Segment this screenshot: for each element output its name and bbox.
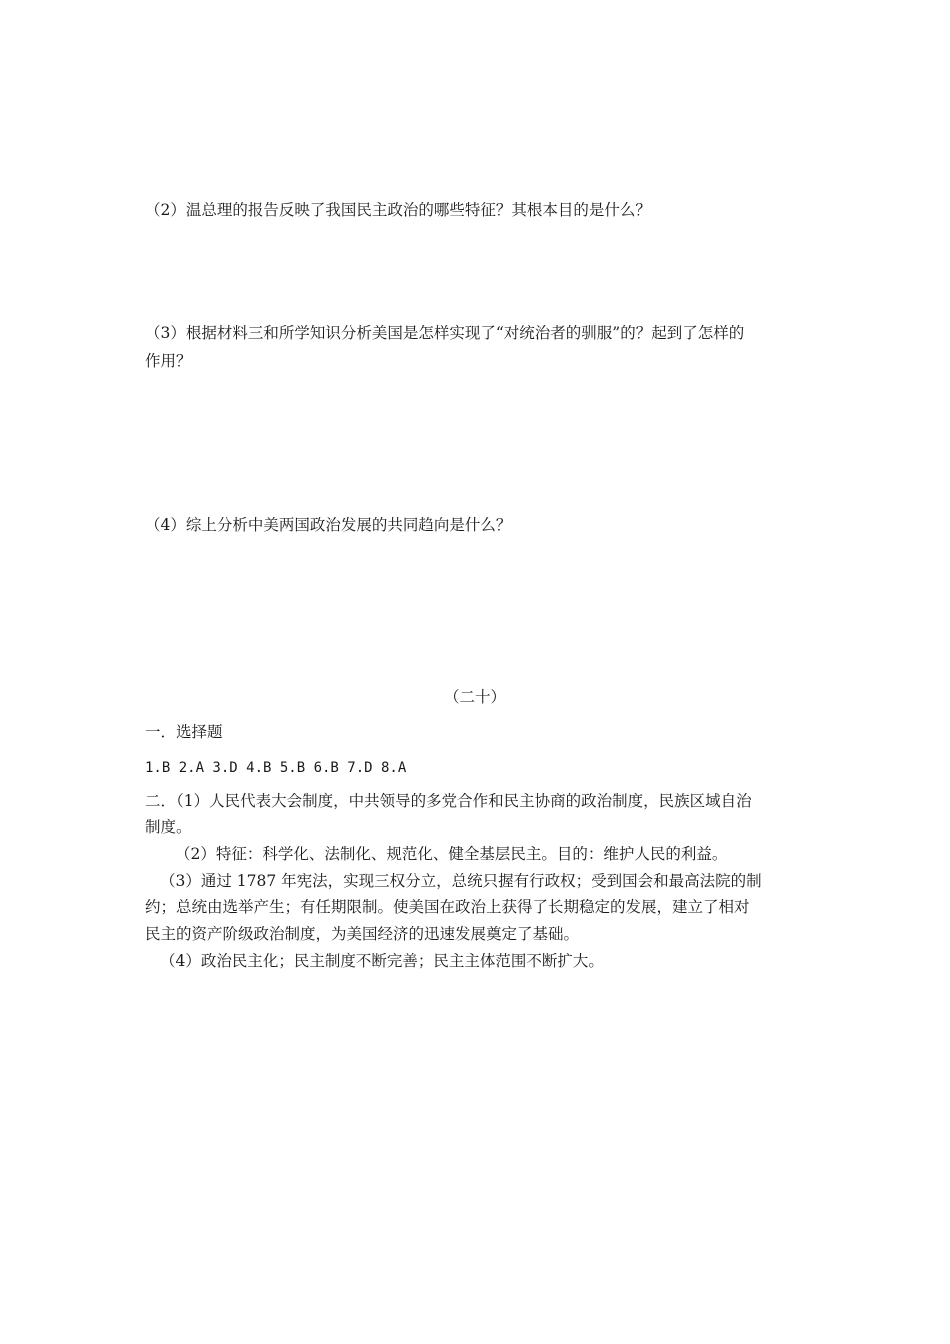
part-2-line-2: 制度。 [145, 818, 192, 836]
part-2-line-1: 二．（1）人民代表大会制度，中共领导的多党合作和民主协商的政治制度，民族区域自治 [145, 792, 752, 810]
question-4: （4）综上分析中美两国政治发展的共同趋向是什么？ [145, 516, 512, 534]
answer-3-line-1: （3）通过 1787 年宪法，实现三权分立，总统只握有行政权；受到国会和最高法院的制 [160, 872, 762, 890]
answer-4: （4）政治民主化；民主制度不断完善；民主主体范围不断扩大。 [160, 952, 604, 970]
answer-3-line-3: 民主的资产阶级政治制度，为美国经济的迅速发展奠定了基础。 [145, 925, 580, 943]
answer-2: （2）特征：科学化、法制化、规范化、健全基层民主。目的：维护人民的利益。 [175, 845, 728, 863]
part-1-heading: 一．选择题 [145, 723, 223, 741]
answer-3-line-2: 约；总统由选举产生；有任期限制。使美国在政治上获得了长期稳定的发展，建立了相对 [145, 898, 750, 916]
multiple-choice-answers: 1.B 2.A 3.D 4.B 5.B 6.B 7.D 8.A [145, 760, 407, 776]
section-title: （二十） [443, 688, 506, 706]
question-3-line-1: （3）根据材料三和所学知识分析美国是怎样实现了“对统治者的驯服”的？起到了怎样的 [145, 324, 745, 342]
question-2: （2）温总理的报告反映了我国民主政治的哪些特征？其根本目的是什么？ [145, 201, 651, 219]
question-3-line-2: 作用？ [145, 352, 192, 370]
